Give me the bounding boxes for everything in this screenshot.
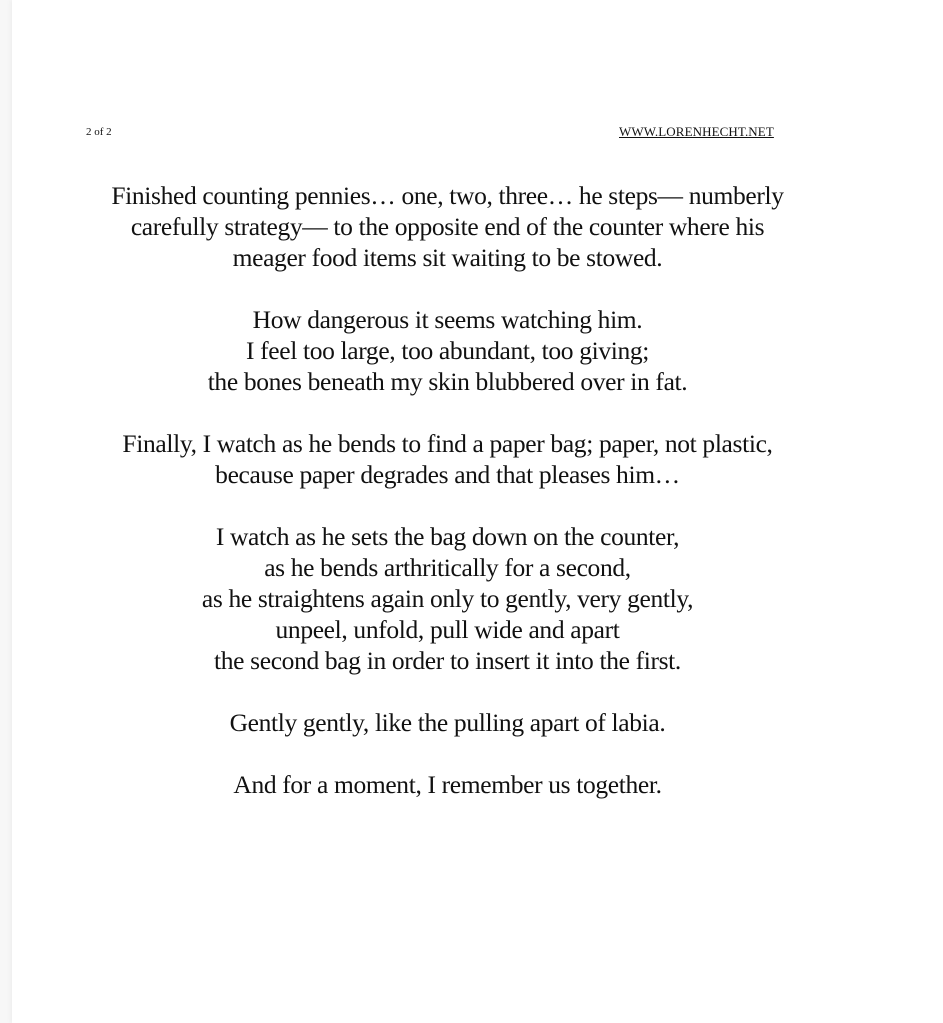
poem-line: Finally, I watch as he bends to find a paper bag; paper, not plastic, [122,429,773,458]
poem-line: as he straightens again only to gently, very gently, [201,584,694,613]
poem-line: the bones beneath my skin blubbered over in fat. [207,367,688,396]
poem-line: Finished counting pennies… one, two, three… he steps— numberly [111,181,784,210]
website-link[interactable]: WWW.LORENHECHT.NET [619,124,774,139]
poem-line: How dangerous it seems watching him. [252,305,643,334]
page-header [12,124,943,140]
stanza [12,707,883,738]
stanza [12,304,883,397]
page-number: 2 of 2 [86,126,112,138]
stanza [12,769,883,800]
poem-line: as he bends arthritically for a second, [264,553,631,582]
poem-line: meager food items sit waiting to be stowed. [232,243,663,272]
stanza [12,428,883,490]
poem-line: carefully strategy— to the opposite end of the counter where his [130,212,765,241]
stanza [12,180,883,273]
poem-body [12,180,883,831]
poem-line: And for a moment, I remember us together. [233,770,662,799]
poem-line: Gently gently, like the pulling apart of labia. [229,708,666,737]
stanza [12,521,883,676]
document-page [12,0,943,1023]
poem-line: because paper degrades and that pleases him… [215,460,680,489]
poem-line: unpeel, unfold, pull wide and apart [275,615,620,644]
poem-line: I feel too large, too abundant, too giving; [245,336,649,365]
poem-line: I watch as he sets the bag down on the counter, [215,522,680,551]
poem-line: the second bag in order to insert it into the first. [214,646,681,675]
